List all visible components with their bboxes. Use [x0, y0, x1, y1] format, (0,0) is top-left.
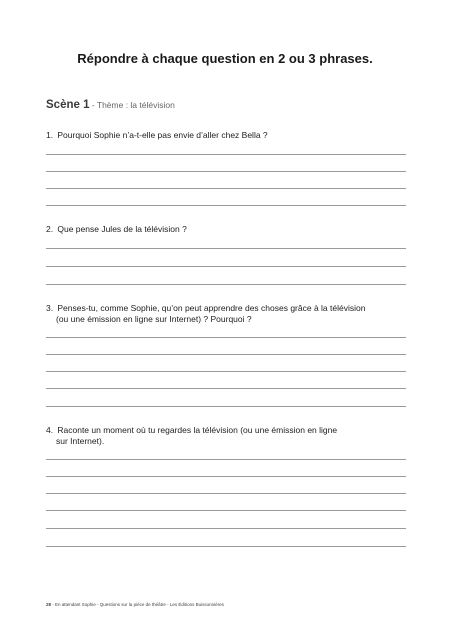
answer-line[interactable] — [46, 248, 406, 249]
answer-line[interactable] — [46, 354, 406, 355]
question-text-continued: sur Internet). — [56, 436, 105, 446]
answer-line[interactable] — [46, 154, 406, 155]
question-4 — [46, 425, 406, 447]
scene-heading — [46, 99, 175, 111]
answer-line[interactable] — [46, 284, 406, 285]
answer-line[interactable] — [46, 493, 406, 494]
question-number: 2. — [46, 224, 54, 234]
answer-line[interactable] — [46, 546, 406, 547]
footer-text: - En attendant Sophie - Questions sur la pièce de théâtre - Les Éditions Buissonnières — [51, 602, 224, 607]
answer-line[interactable] — [46, 510, 406, 511]
question-number: 1. — [46, 130, 54, 140]
answer-line[interactable] — [46, 337, 406, 338]
question-3 — [46, 303, 406, 325]
answer-line[interactable] — [46, 406, 406, 407]
scene-theme: - Thème : la télévision — [89, 100, 175, 110]
answer-line[interactable] — [46, 205, 406, 206]
question-text-continued: (ou une émission en ligne sur Internet) ? Pourquoi ? — [56, 314, 252, 324]
page-number: 28 — [46, 602, 52, 607]
scene-label: Scène 1 — [46, 99, 90, 111]
answer-line[interactable] — [46, 388, 406, 389]
page-title: Répondre à chaque question en 2 ou 3 phrases. — [77, 51, 373, 66]
answer-line[interactable] — [46, 528, 406, 529]
answer-line[interactable] — [46, 171, 406, 172]
question-2 — [46, 224, 406, 235]
answer-line[interactable] — [46, 476, 406, 477]
question-text: Que pense Jules de la télévision ? — [57, 224, 187, 234]
question-number: 3. — [46, 303, 54, 313]
question-text: Pourquoi Sophie n’a-t-elle pas envie d’aller chez Bella ? — [57, 130, 268, 140]
question-number: 4. — [46, 425, 54, 435]
question-text: Raconte un moment où tu regardes la télévision (ou une émission en ligne — [57, 425, 338, 435]
question-text: Penses-tu, comme Sophie, qu’on peut apprendre des choses grâce à la télévision — [57, 303, 366, 313]
answer-line[interactable] — [46, 188, 406, 189]
answer-line[interactable] — [46, 266, 406, 267]
answer-line[interactable] — [46, 459, 406, 460]
question-1 — [46, 130, 406, 141]
answer-line[interactable] — [46, 371, 406, 372]
page-footer — [46, 602, 224, 607]
